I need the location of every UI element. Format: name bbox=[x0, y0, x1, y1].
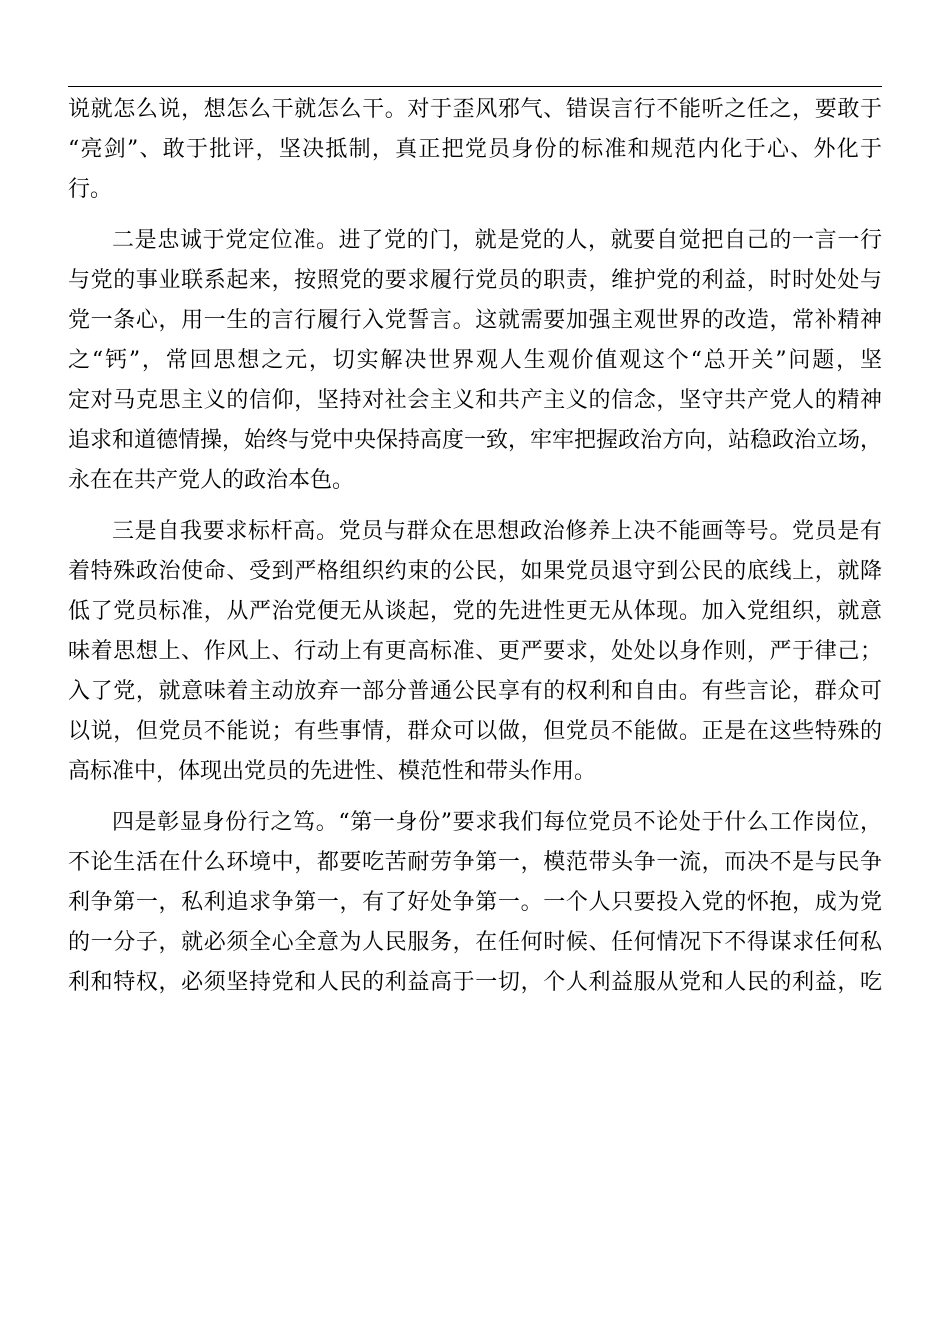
text-line: 不论生活在什么环境中，都要吃苦耐劳争第一，模范带头争一流，而决不是与民争 bbox=[68, 850, 882, 875]
paragraph bbox=[68, 90, 882, 210]
text-line: 入了党，就意味着主动放弃一部分普通公民享有的权利和自由。有些言论，群众可 bbox=[68, 679, 882, 704]
header-rule bbox=[68, 86, 882, 87]
text-line: 高标准中，体现出党员的先进性、模范性和带头作用。 bbox=[68, 759, 597, 784]
text-line: 二是忠诚于党定位准。进了党的门，就是党的人，就要自觉把自己的一言一行 bbox=[112, 228, 882, 253]
text-line: 行。 bbox=[68, 177, 113, 202]
text-line: 与党的事业联系起来，按照党的要求履行党员的职责，维护党的利益，时时处处与 bbox=[68, 268, 882, 293]
text-line: 定对马克思主义的信仰，坚持对社会主义和共产主义的信念，坚守共产党人的精神 bbox=[68, 388, 882, 413]
paragraph bbox=[68, 512, 882, 792]
text-line: “亮剑”、敢于批评，坚决抵制，真正把党员身份的标准和规范内化于心、外化于 bbox=[68, 137, 882, 162]
text-line: 的一分子，就必须全心全意为人民服务，在任何时候、任何情况下不得谋求任何私 bbox=[68, 930, 882, 955]
text-line: 利和特权，必须坚持党和人民的利益高于一切，个人利益服从党和人民的利益，吃 bbox=[68, 970, 882, 995]
text-line: 四是彰显身份行之笃。“第一身份”要求我们每位党员不论处于什么工作岗位， bbox=[112, 810, 882, 835]
text-line: 利争第一，私利追求争第一，有了好处争第一。一个人只要投入党的怀抱，成为党 bbox=[68, 890, 882, 915]
paragraph bbox=[68, 221, 882, 501]
document-body bbox=[68, 90, 882, 1003]
text-line: 之“钙”，常回思想之元，切实解决世界观人生观价值观这个“总开关”问题，坚 bbox=[68, 348, 882, 373]
text-line: 说就怎么说，想怎么干就怎么干。对于歪风邪气、错误言行不能听之任之，要敢于 bbox=[68, 97, 882, 122]
text-line: 味着思想上、作风上、行动上有更高标准、更严要求，处处以身作则，严于律己； bbox=[68, 639, 882, 664]
text-line: 以说，但党员不能说；有些事情，群众可以做，但党员不能做。正是在这些特殊的 bbox=[68, 719, 882, 744]
text-line: 追求和道德情操，始终与党中央保持高度一致，牢牢把握政治方向，站稳政治立场， bbox=[68, 428, 882, 453]
paragraph bbox=[68, 803, 882, 1003]
text-line: 低了党员标准，从严治党便无从谈起，党的先进性更无从体现。加入党组织，就意 bbox=[68, 599, 882, 624]
text-line: 三是自我要求标杆高。党员与群众在思想政治修养上决不能画等号。党员是有 bbox=[112, 519, 882, 544]
text-line: 着特殊政治使命、受到严格组织约束的公民，如果党员退守到公民的底线上，就降 bbox=[68, 559, 882, 584]
text-line: 党一条心，用一生的言行履行入党誓言。这就需要加强主观世界的改造，常补精神 bbox=[68, 308, 882, 333]
text-line: 永在在共产党人的政治本色。 bbox=[68, 468, 355, 493]
